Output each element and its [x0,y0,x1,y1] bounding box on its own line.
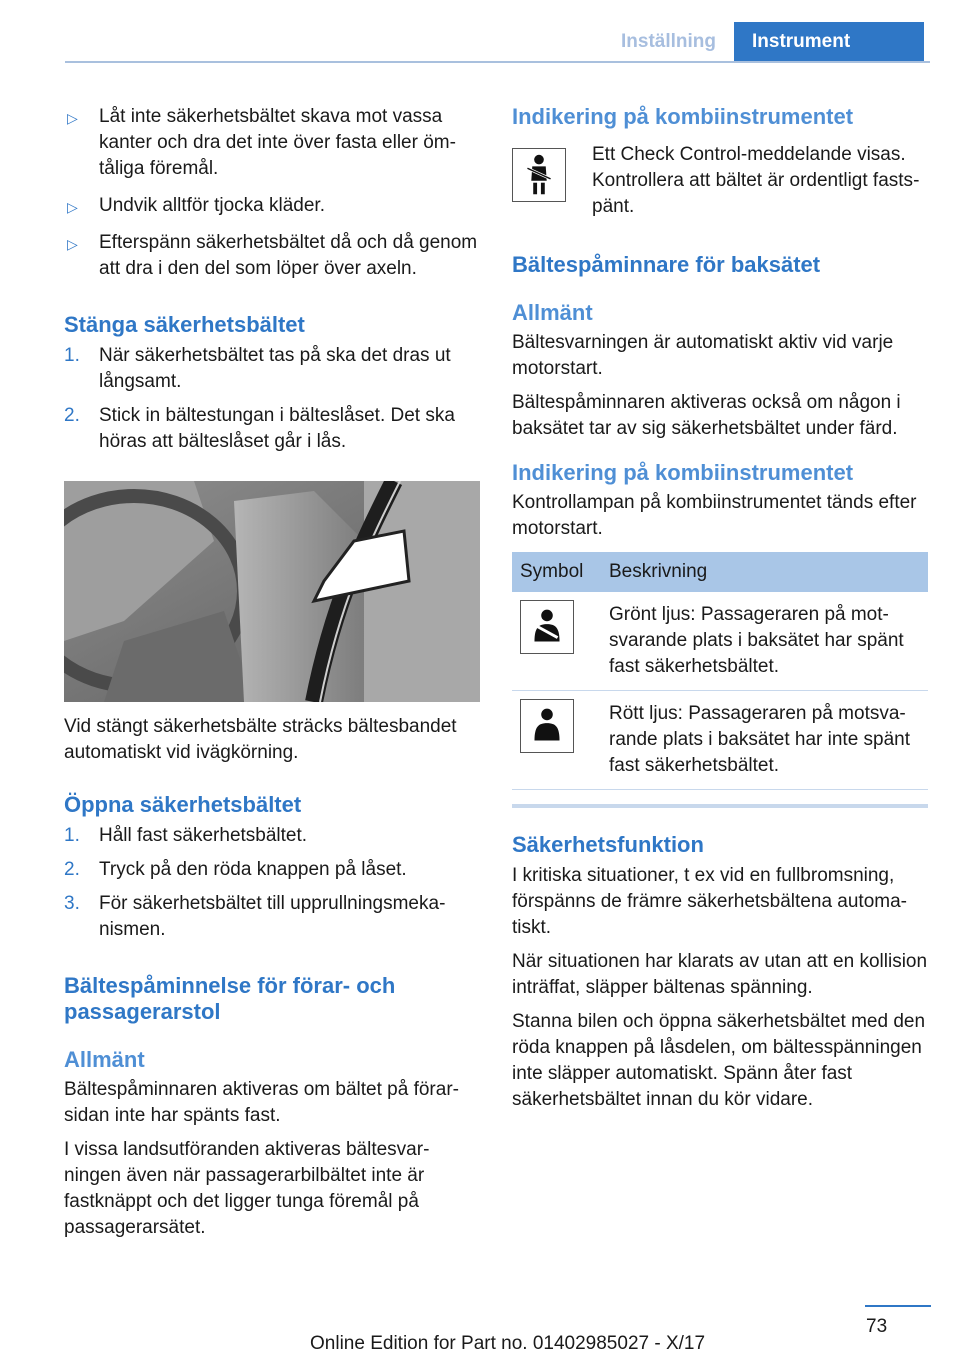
edition-footer: Online Edition for Part no. 01402985027 - X/17 [310,1333,706,1354]
list-item: ▷ Efterspänn säkerhetsbältet då och då genom att dra i den del som löper över axeln. [67,232,478,279]
safety-paragraph-2: När situationen har klarats av utan att en kollision inträffat, släpper bältenas spänning. [512,951,928,998]
seatbelt-unfastened-icon [520,699,574,753]
general-paragraph-2: I vissa landsutföranden aktiveras bältesvarningen även när passagerarbilbältet inte är fastknäppt och det ligger tunga föremål på passagerarsätet. [64,1139,430,1238]
safety-paragraph-1: I kritiska situationer, t ex vid en fullbromsning, förspänns de främre säkerhetsbältena automatiskt. [512,865,907,938]
triangle-bullet-icon: ▷ [67,199,78,215]
rear-general-heading: Allmänt [512,300,593,325]
table-cell-desc: Rött ljus: Passageraren på motsvarande plats i baksätet har inte spänt fast säkerhetsbältet. [601,691,928,790]
display-heading: Indikering på kombiinstrumentet [512,104,854,129]
list-item: 1. När säkerhetsbältet tas på ska det dras ut långsamt. [64,345,451,392]
rear-paragraph-2: Bältespåminnaren aktiveras också om någon i baksätet tar av sig säkerhetsbältet under färd. [512,392,901,439]
seatbelt-photo [64,481,480,702]
table-end-rule [512,804,928,808]
symbol-table [512,552,928,790]
header-tabs [603,22,924,62]
col-description: Beskrivning [601,552,928,592]
rear-paragraph-1: Bältesvarningen är automatiskt aktiv vid varje motorstart. [512,332,894,379]
list-item: 1. Håll fast säkerhetsbältet. [64,825,308,846]
open-belt-heading: Öppna säkerhetsbältet [64,792,302,817]
left-column [64,100,480,1249]
close-belt-heading: Stänga säkerhetsbältet [64,312,305,337]
list-item: ▷ Låt inte säkerhetsbältet skava mot vassa kanter och dra det inte över fasta eller ömtåliga föremål. [67,106,456,179]
triangle-bullet-icon: ▷ [67,110,78,126]
display-text: Ett Check Control-meddelande visas. Kontrollera att bältet är ordentligt fastspänt. [592,144,920,217]
seatbelt-warning-icon [512,148,566,202]
table-row [512,592,928,691]
seatbelt-fastened-icon [520,600,574,654]
general-heading: Allmänt [64,1047,145,1072]
table-header-row [512,552,928,592]
reminder-heading: Bältespåminnelse för förar- och passagerarstol [64,973,396,1024]
triangle-bullet-icon: ▷ [67,236,78,252]
safety-paragraph-3: Stanna bilen och öppna säkerhetsbältet med den röda knappen på låsdelen, om bältesspänningen inte släpper automatiskt. Spänn åter fast säkerhetsbältet innan du kör vidare. [512,1011,926,1110]
check-control-block [512,142,928,228]
list-item: 2. Stick in bältestungan i bälteslåset. Det ska höras att bälteslåset går i lås. [64,405,455,452]
tab-installning[interactable]: Inställning [621,31,716,52]
display-heading-2: Indikering på kombiinstrumentet [512,460,854,485]
list-item: ▷ Undvik alltför tjocka kläder. [64,193,480,219]
col-symbol: Symbol [512,552,601,592]
list-item: 3. För säkerhetsbältet till upprullningsmekanismen. [64,893,446,940]
right-column [512,100,928,1121]
footer-rule [865,1305,931,1307]
table-cell-desc: Grönt ljus: Passageraren på motsvarande plats i baksätet har spänt fast säkerhetsbältet. [601,592,928,691]
list-item: 2. Tryck på den röda knappen på låset. [64,859,407,880]
table-row [512,691,928,790]
header-rule [65,61,930,63]
photo-caption: Vid stängt säkerhetsbälte sträcks bältesbandet automatiskt vid ivägkörning. [64,716,457,763]
rear-reminder-heading: Bältespåminnare för baksätet [512,252,821,277]
general-paragraph-1: Bältespåminnaren aktiveras om bältet på förarsidan inte har spänts fast. [64,1079,459,1126]
display-text-2: Kontrollampan på kombiinstrumentet tänds efter motorstart. [512,492,917,539]
safety-heading: Säkerhetsfunktion [512,832,704,857]
page-number: 73 [866,1316,888,1337]
tab-instrument[interactable]: Instrument [734,22,924,62]
